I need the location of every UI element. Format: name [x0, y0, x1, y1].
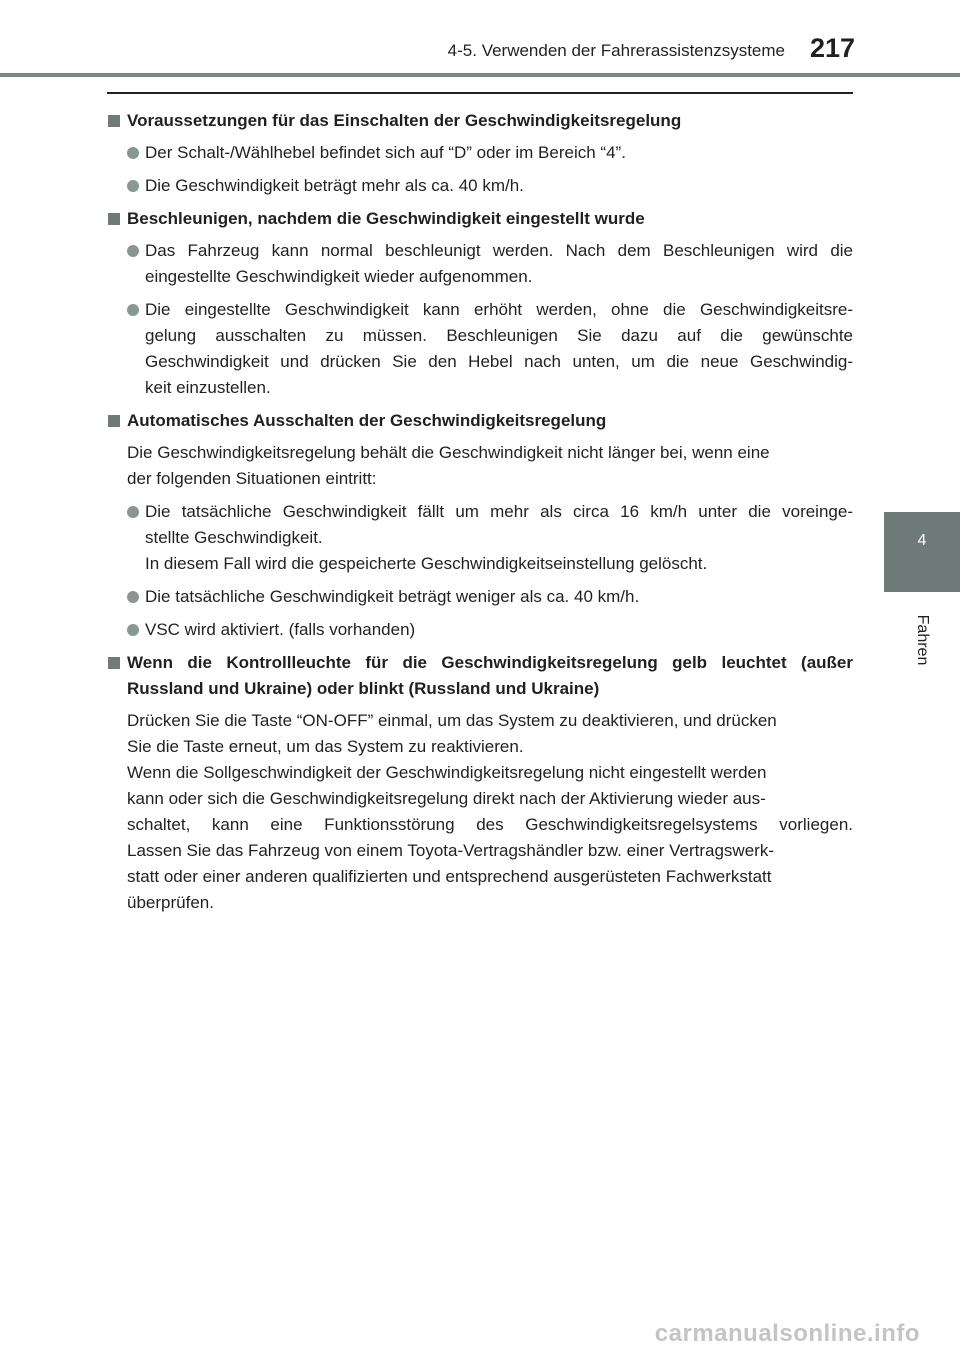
paragraph: Die Geschwindigkeitsregelung behält die Geschwindigkeit nicht länger bei, wenn eine der folgenden Situationen eintritt: — [127, 443, 770, 488]
page-number: 217 — [810, 33, 856, 63]
round-bullet-icon — [127, 591, 139, 603]
chapter-tab — [884, 512, 960, 592]
section-heading-beschleunigen: Beschleunigen, nachdem die Geschwindigkeit eingestellt wurde — [107, 206, 853, 232]
square-bullet-icon — [108, 415, 120, 427]
square-bullet-icon — [108, 657, 120, 669]
section-heading-automatisches-ausschalten: Automatisches Ausschalten der Geschwindigkeitsregelung — [107, 408, 853, 434]
section-heading-kontrollleuchte: Wenn die Kontrollleuchte für die Geschwindigkeitsregelung gelb leuchtet (außer Russland und Ukraine) oder blinkt (Russland und Ukraine) — [107, 650, 853, 702]
bullet-item: Die Geschwindigkeit beträgt mehr als ca. 40 km/h. — [107, 173, 853, 199]
top-rule — [107, 92, 853, 94]
round-bullet-icon — [127, 245, 139, 257]
round-bullet-icon — [127, 506, 139, 518]
square-bullet-icon — [108, 213, 120, 225]
round-bullet-icon — [127, 304, 139, 316]
bullet-item: Die tatsächliche Geschwindigkeit fällt um mehr als circa 16 km/h unter die voreinge- stellte Geschwindigkeit. In diesem Fall wird die gespeicherte Geschwindigkeitseinstellung gelöscht. — [107, 499, 853, 577]
round-bullet-icon — [127, 180, 139, 192]
bullet-item: Das Fahrzeug kann normal beschleunigt werden. Nach dem Beschleunigen wird die eingestellte Geschwindigkeit wieder aufgenommen. — [107, 238, 853, 290]
chapter-tab-number: 4 — [917, 532, 927, 549]
section-heading-voraussetzungen: Voraussetzungen für das Einschalten der Geschwindigkeitsregelung — [107, 108, 853, 134]
bullet-item: Die tatsächliche Geschwindigkeit beträgt weniger als ca. 40 km/h. — [107, 584, 853, 610]
round-bullet-icon — [127, 624, 139, 636]
paragraph: Drücken Sie die Taste “ON-OFF” einmal, um das System zu deaktivieren, und drücken Sie die Taste erneut, um das System zu reaktivieren. Wenn die Sollgeschwindigkeit der Geschwindigkeitsregelung nicht eingestellt werden kann oder sich die Geschwindigkeitsregelung direkt nach der Aktivierung wieder aus- schaltet, kann eine Funktionsstörung des Geschwindigkeitsregelsystems vorliegen. Lassen Sie das Fahrzeug von einem Toyota-Vertragshändler bzw. einer Vertragswerk- statt oder einer anderen qualifizierten und entsprechend ausgerüsteten Fachwerkstatt überprüfen. — [127, 711, 853, 912]
main-content — [107, 108, 853, 923]
header-band — [0, 73, 960, 77]
chapter-title: 4-5. Verwenden der Fahrerassistenzsysteme — [447, 41, 785, 60]
bullet-item: VSC wird aktiviert. (falls vorhanden) — [107, 617, 853, 643]
round-bullet-icon — [127, 147, 139, 159]
watermark: carmanualsonline.info — [654, 1320, 920, 1347]
square-bullet-icon — [108, 115, 120, 127]
bullet-item: Die eingestellte Geschwindigkeit kann erhöht werden, ohne die Geschwindigkeitsre- gelung ausschalten zu müssen. Beschleunigen Sie dazu auf die gewünschte Geschwindigkeit und drücken Sie den Hebel nach unten, um die neue Geschwindig- keit einzustellen. — [107, 297, 853, 401]
bullet-item: Der Schalt-/Wählhebel befindet sich auf “D” oder im Bereich “4”. — [107, 140, 853, 166]
chapter-side-label: Fahren — [914, 614, 931, 666]
